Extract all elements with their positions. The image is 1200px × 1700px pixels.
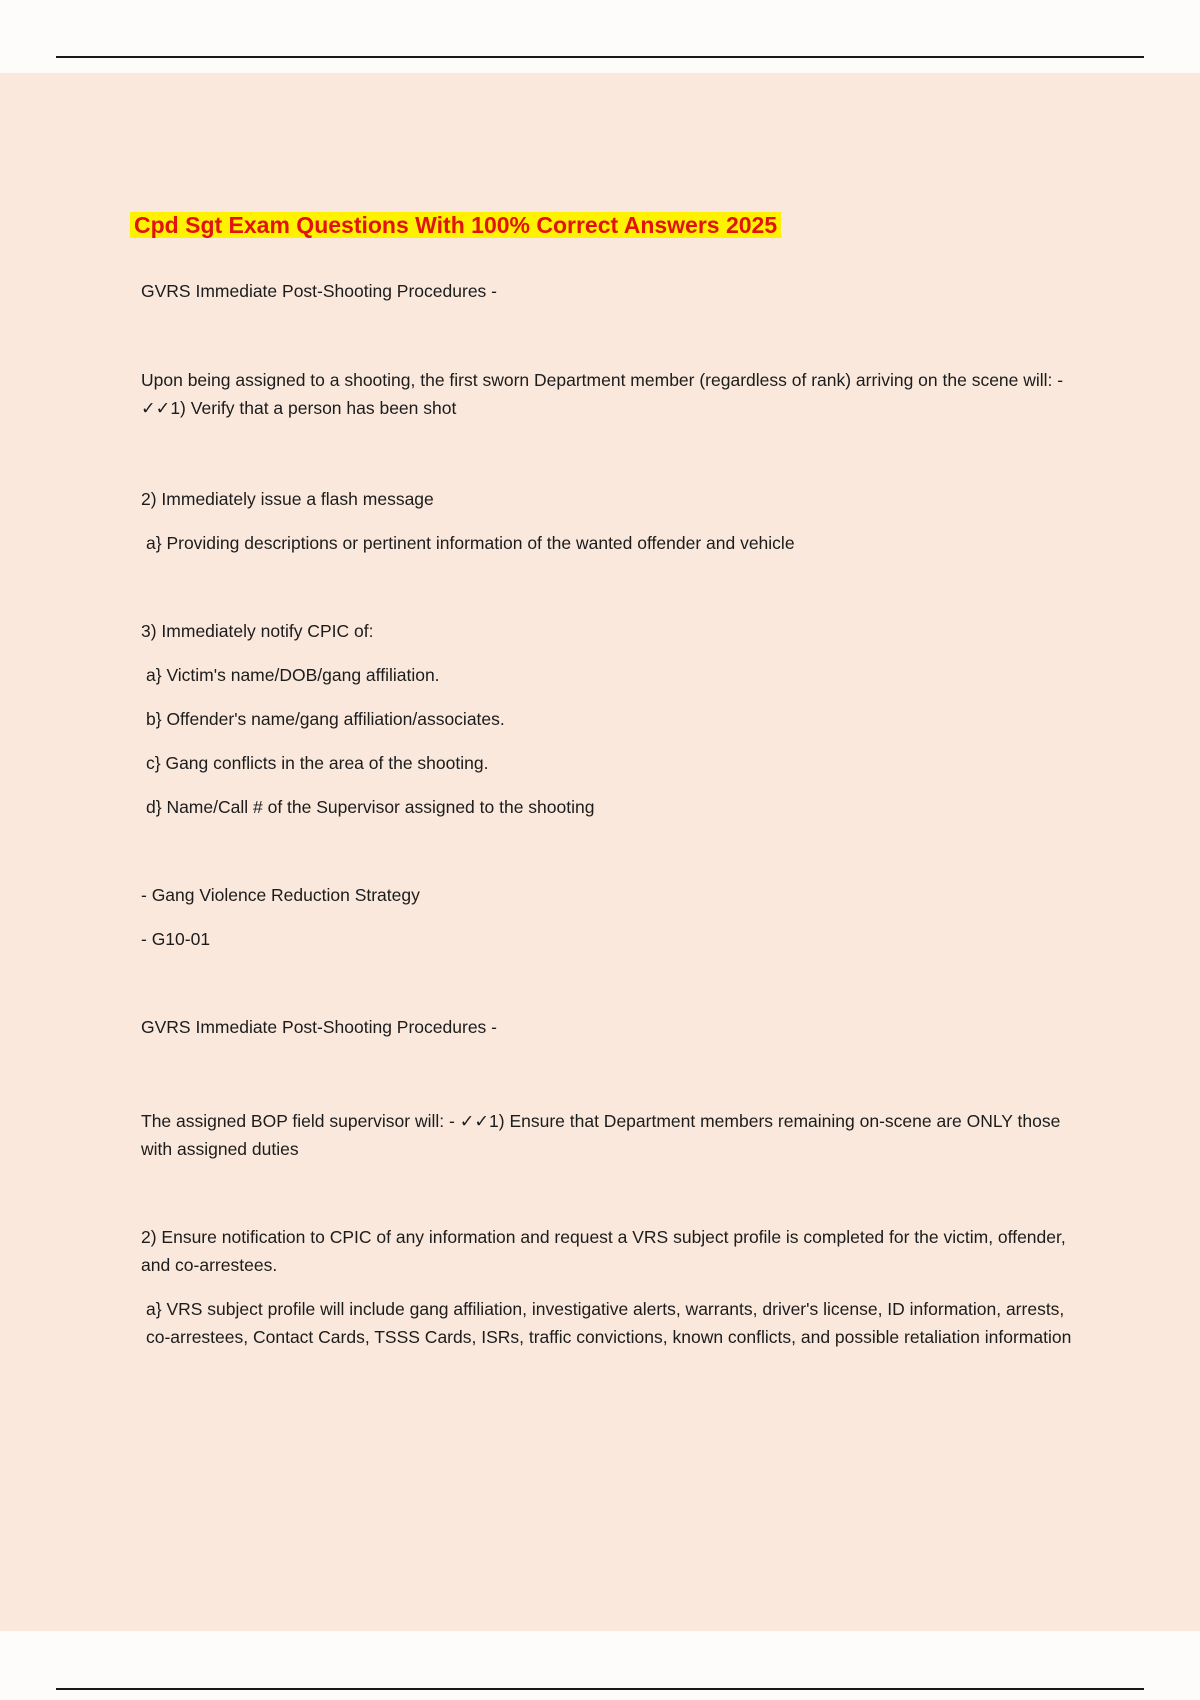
answer-substep: a} VRS subject profile will include gang affiliation, investigative alerts, warrants, driver's license, ID information, arrests, co-arrestees, Contact Cards, TSSS Cards, ISRs, traffic convictions, known conflicts, and possible retaliation information: [146, 1299, 1072, 1347]
reference-item: - Gang Violence Reduction Strategy: [141, 885, 420, 905]
question-text: The assigned BOP field supervisor will: - ✓✓1) Ensure that Department members remaining on-scene are ONLY those with assigned duties: [141, 1111, 1061, 1159]
title-highlight: Cpd Sgt Exam Questions With 100% Correct Answers 2025: [130, 212, 781, 238]
answer-substep: c} Gang conflicts in the area of the shooting.: [146, 753, 489, 773]
answer-step: 2) Immediately issue a flash message: [141, 489, 434, 509]
answer-substep: d} Name/Call # of the Supervisor assigned to the shooting: [146, 797, 595, 817]
document-title: [130, 208, 781, 242]
answer-substep: b} Offender's name/gang affiliation/associates.: [146, 709, 505, 729]
header-rule: [56, 56, 1144, 58]
question-text: Upon being assigned to a shooting, the first sworn Department member (regardless of rank) arriving on the scene will: - ✓✓1) Verify that a person has been shot: [141, 370, 1064, 418]
reference-item: - G10-01: [141, 929, 211, 949]
section-heading: GVRS Immediate Post-Shooting Procedures -: [141, 281, 497, 301]
footer-rule: [56, 1688, 1144, 1690]
answer-substep: a} Providing descriptions or pertinent information of the wanted offender and vehicle: [146, 533, 795, 553]
section-heading: GVRS Immediate Post-Shooting Procedures -: [141, 1017, 497, 1037]
document-page: [0, 73, 1200, 1631]
answer-substep: a} Victim's name/DOB/gang affiliation.: [146, 665, 440, 685]
answer-step: 3) Immediately notify CPIC of:: [141, 621, 374, 641]
answer-step: 2) Ensure notification to CPIC of any information and request a VRS subject profile is completed for the victim, offender, and co-arrestees.: [141, 1227, 1066, 1275]
